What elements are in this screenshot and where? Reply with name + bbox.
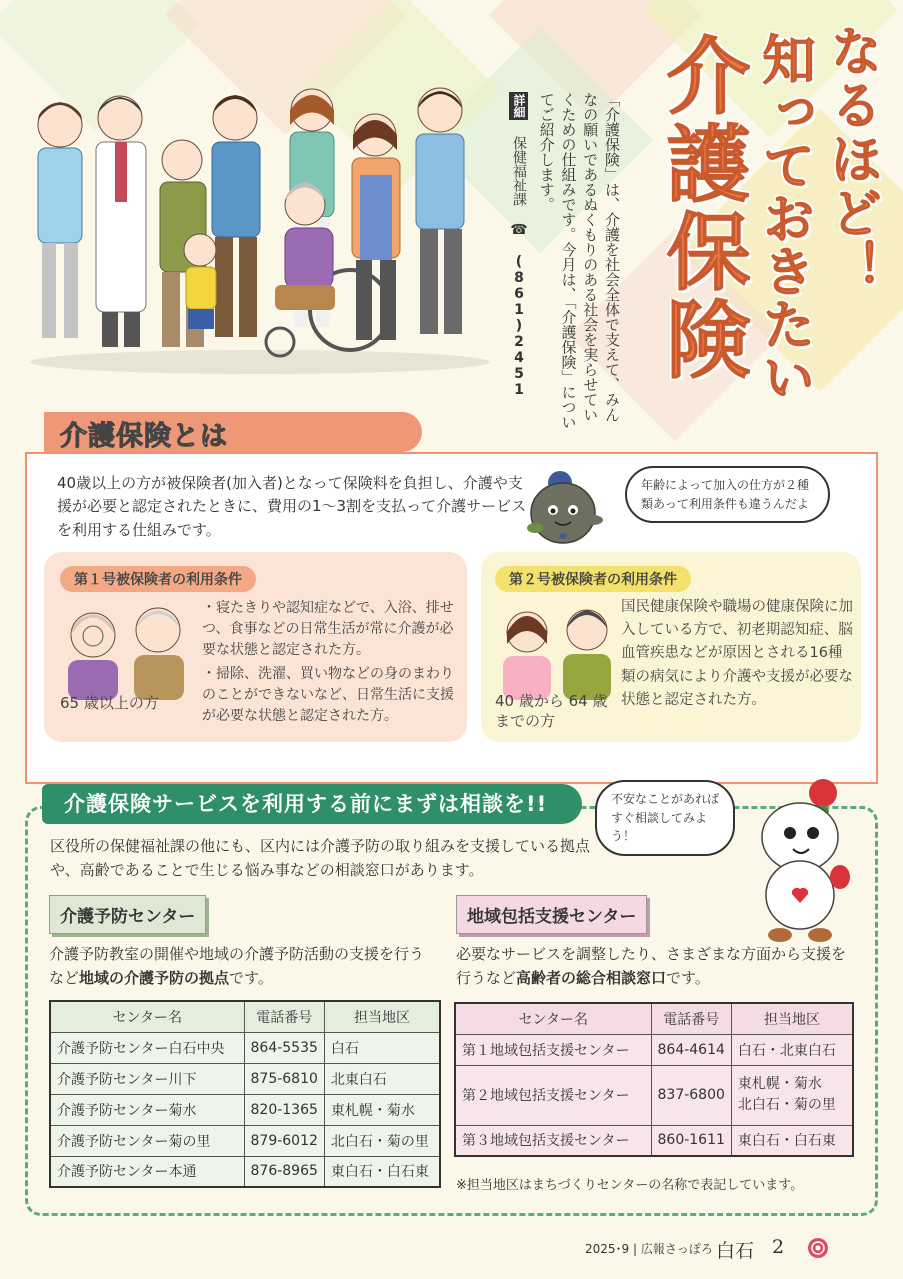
prevention-center-desc <box>49 942 434 990</box>
center-area: 白石 <box>324 1032 440 1063</box>
type1-item2-text: 掃除、洗濯、買い物などの身のまわりのことができないなど、日常生活に支援が必要な状態と認定された方。 <box>202 666 454 724</box>
mascot-rose-icon <box>745 775 865 945</box>
community-desc-post: です。 <box>666 969 710 987</box>
center-name: 介護予防センター白石中央 <box>50 1032 244 1063</box>
center-phone: 879-6012 <box>244 1125 324 1156</box>
prevention-desc-post: です。 <box>229 969 273 987</box>
table-header: 電話番号 <box>244 1001 324 1032</box>
center-name: 介護予防センター菊水 <box>50 1094 244 1125</box>
type2-label: 第２号被保険者の利用条件 <box>495 566 691 592</box>
footer-issue: 2025･9 | 広報さっぽろ <box>585 1242 713 1256</box>
section2-heading <box>42 784 582 824</box>
type2-age: 40 歳から 64 歳までの方 <box>495 692 608 730</box>
prevention-desc-bold: 地域の介護予防の拠点 <box>79 969 230 987</box>
intro-text: 「介護保険」は、介護を社会全体で支えて、みんなの願いであるぬくもりのある社会を実らせていくための仕組みです。今月は、「介護保険」についてご紹介します。 <box>537 92 621 430</box>
table-row <box>50 1125 440 1156</box>
table-row <box>50 1032 440 1063</box>
center-phone: 876-8965 <box>244 1156 324 1187</box>
center-name: 介護予防センター川下 <box>50 1063 244 1094</box>
table-row <box>455 1034 853 1065</box>
table-header: センター名 <box>50 1001 244 1032</box>
table-row <box>50 1094 440 1125</box>
center-area: 東札幌・菊水 <box>324 1094 440 1125</box>
caregivers-group-illustration <box>20 80 500 380</box>
title-line-1: なるほど！ <box>821 24 881 294</box>
speech-bubble-1: 年齢によって加入の仕方が２種類あって利用条件も違うんだよ <box>625 466 830 523</box>
detail-contact <box>502 92 528 432</box>
type1-age: 65 歳以上の方 <box>60 694 159 712</box>
type1-item2: ・掃除、洗濯、買い物などの身のまわりのことができないなど、日常生活に支援が必要な状態と認定された方。 <box>202 666 454 724</box>
phone-icon: ☎ <box>511 222 527 238</box>
footer-ward: 白石 <box>716 1240 755 1262</box>
section1-box <box>25 452 878 784</box>
community-center-table <box>454 1002 854 1157</box>
table-row <box>455 1065 853 1125</box>
type1-item1: ・寝たきりや認知症などで、入浴、排せつ、食事などの日常生活が常に介護が必要な状態と認定された方。 <box>202 600 454 658</box>
middle-aged-couple-illustration <box>495 600 625 700</box>
title-line-2: 知っておきたい <box>754 32 815 403</box>
prevention-center-table <box>49 1000 441 1188</box>
detail-tag: 詳細 <box>509 92 528 120</box>
center-area: 白石・北東白石 <box>731 1034 853 1065</box>
table-row <box>455 1125 853 1156</box>
elderly-couple-illustration <box>58 600 198 700</box>
center-name: 介護予防センター菊の里 <box>50 1125 244 1156</box>
center-area: 東白石・白石東 <box>324 1156 440 1187</box>
center-phone: 875-6810 <box>244 1063 324 1094</box>
type2-text: 国民健康保険や職場の健康保険に加入している方で、初老期認知症、脳血管疾患などが原因とされる16種類の病気により介護や支援が必要な状態と認定された方。 <box>621 599 853 708</box>
section2-intro: 区役所の保健福祉課の他にも、区内には介護予防の取り組みを支援している拠点や、高齢であることで生じる悩み事などの相談窓口があります。 <box>50 837 591 879</box>
center-area: 東白石・白石東 <box>731 1125 853 1156</box>
community-desc-bold: 高齢者の総合相談窓口 <box>516 969 667 987</box>
detail-phone: (861)2451 <box>511 254 527 398</box>
table-header: 担当地区 <box>324 1001 440 1032</box>
center-area: 東札幌・菊水 北白石・菊の里 <box>731 1065 853 1125</box>
table-header: 電話番号 <box>651 1003 731 1034</box>
detail-department: 保健福祉課 <box>511 136 527 206</box>
rose-icon <box>806 1236 830 1260</box>
center-phone: 864-5535 <box>244 1032 324 1063</box>
center-name: 第３地域包括支援センター <box>455 1125 651 1156</box>
type1-item1-text: 寝たきりや認知症などで、入浴、排せつ、食事などの日常生活が常に介護が必要な状態と認定された方。 <box>202 600 454 658</box>
center-phone: 864-4614 <box>651 1034 731 1065</box>
center-area: 北白石・菊の里 <box>324 1125 440 1156</box>
center-phone: 820-1365 <box>244 1094 324 1125</box>
center-area: 北東白石 <box>324 1063 440 1094</box>
section1-body: 40歳以上の方が被保険者(加入者)となって保険料を負担し、介護や支援が必要と認定されたときに、費用の1〜3割を支払って介護サービスを利用する仕組みです。 <box>57 474 527 539</box>
community-center-heading: 地域包括支援センター <box>456 895 647 934</box>
section1-heading <box>44 412 422 452</box>
footer-page-number: 2 <box>772 1236 785 1258</box>
center-name: 第１地域包括支援センター <box>455 1034 651 1065</box>
prevention-center-heading: 介護予防センター <box>49 895 206 934</box>
main-title <box>640 24 890 424</box>
speech-bubble-2: 不安なことがあればすぐ相談してみよう！ <box>595 780 735 856</box>
section2-heading-text: 介護保険サービスを利用する前にまずは相談を!! <box>64 792 548 816</box>
center-phone: 837-6800 <box>651 1065 731 1125</box>
type1-label: 第１号被保険者の利用条件 <box>60 566 256 592</box>
table-row <box>50 1156 440 1187</box>
section1-heading-text: 介護保険とは <box>60 421 228 452</box>
table-header: センター名 <box>455 1003 651 1034</box>
community-desc-pre: 必要なサービスを調整したり、さまざまな方面から支援を行うなど <box>456 945 847 987</box>
mascot-icon <box>515 458 615 558</box>
title-line-3: 介護保険 <box>653 32 751 384</box>
center-phone: 860-1611 <box>651 1125 731 1156</box>
type2-panel <box>481 552 861 742</box>
prevention-desc-pre: 介護予防教室の開催や地域の介護予防活動の支援を行うなど <box>49 945 425 987</box>
center-name: 介護予防センター本通 <box>50 1156 244 1187</box>
type1-panel <box>44 552 467 742</box>
table-row <box>50 1063 440 1094</box>
table-header: 担当地区 <box>731 1003 853 1034</box>
community-center-desc <box>456 942 856 990</box>
area-note: ※担当地区はまちづくりセンターの名称で表記しています。 <box>456 1178 804 1193</box>
center-name: 第２地域包括支援センター <box>455 1065 651 1125</box>
